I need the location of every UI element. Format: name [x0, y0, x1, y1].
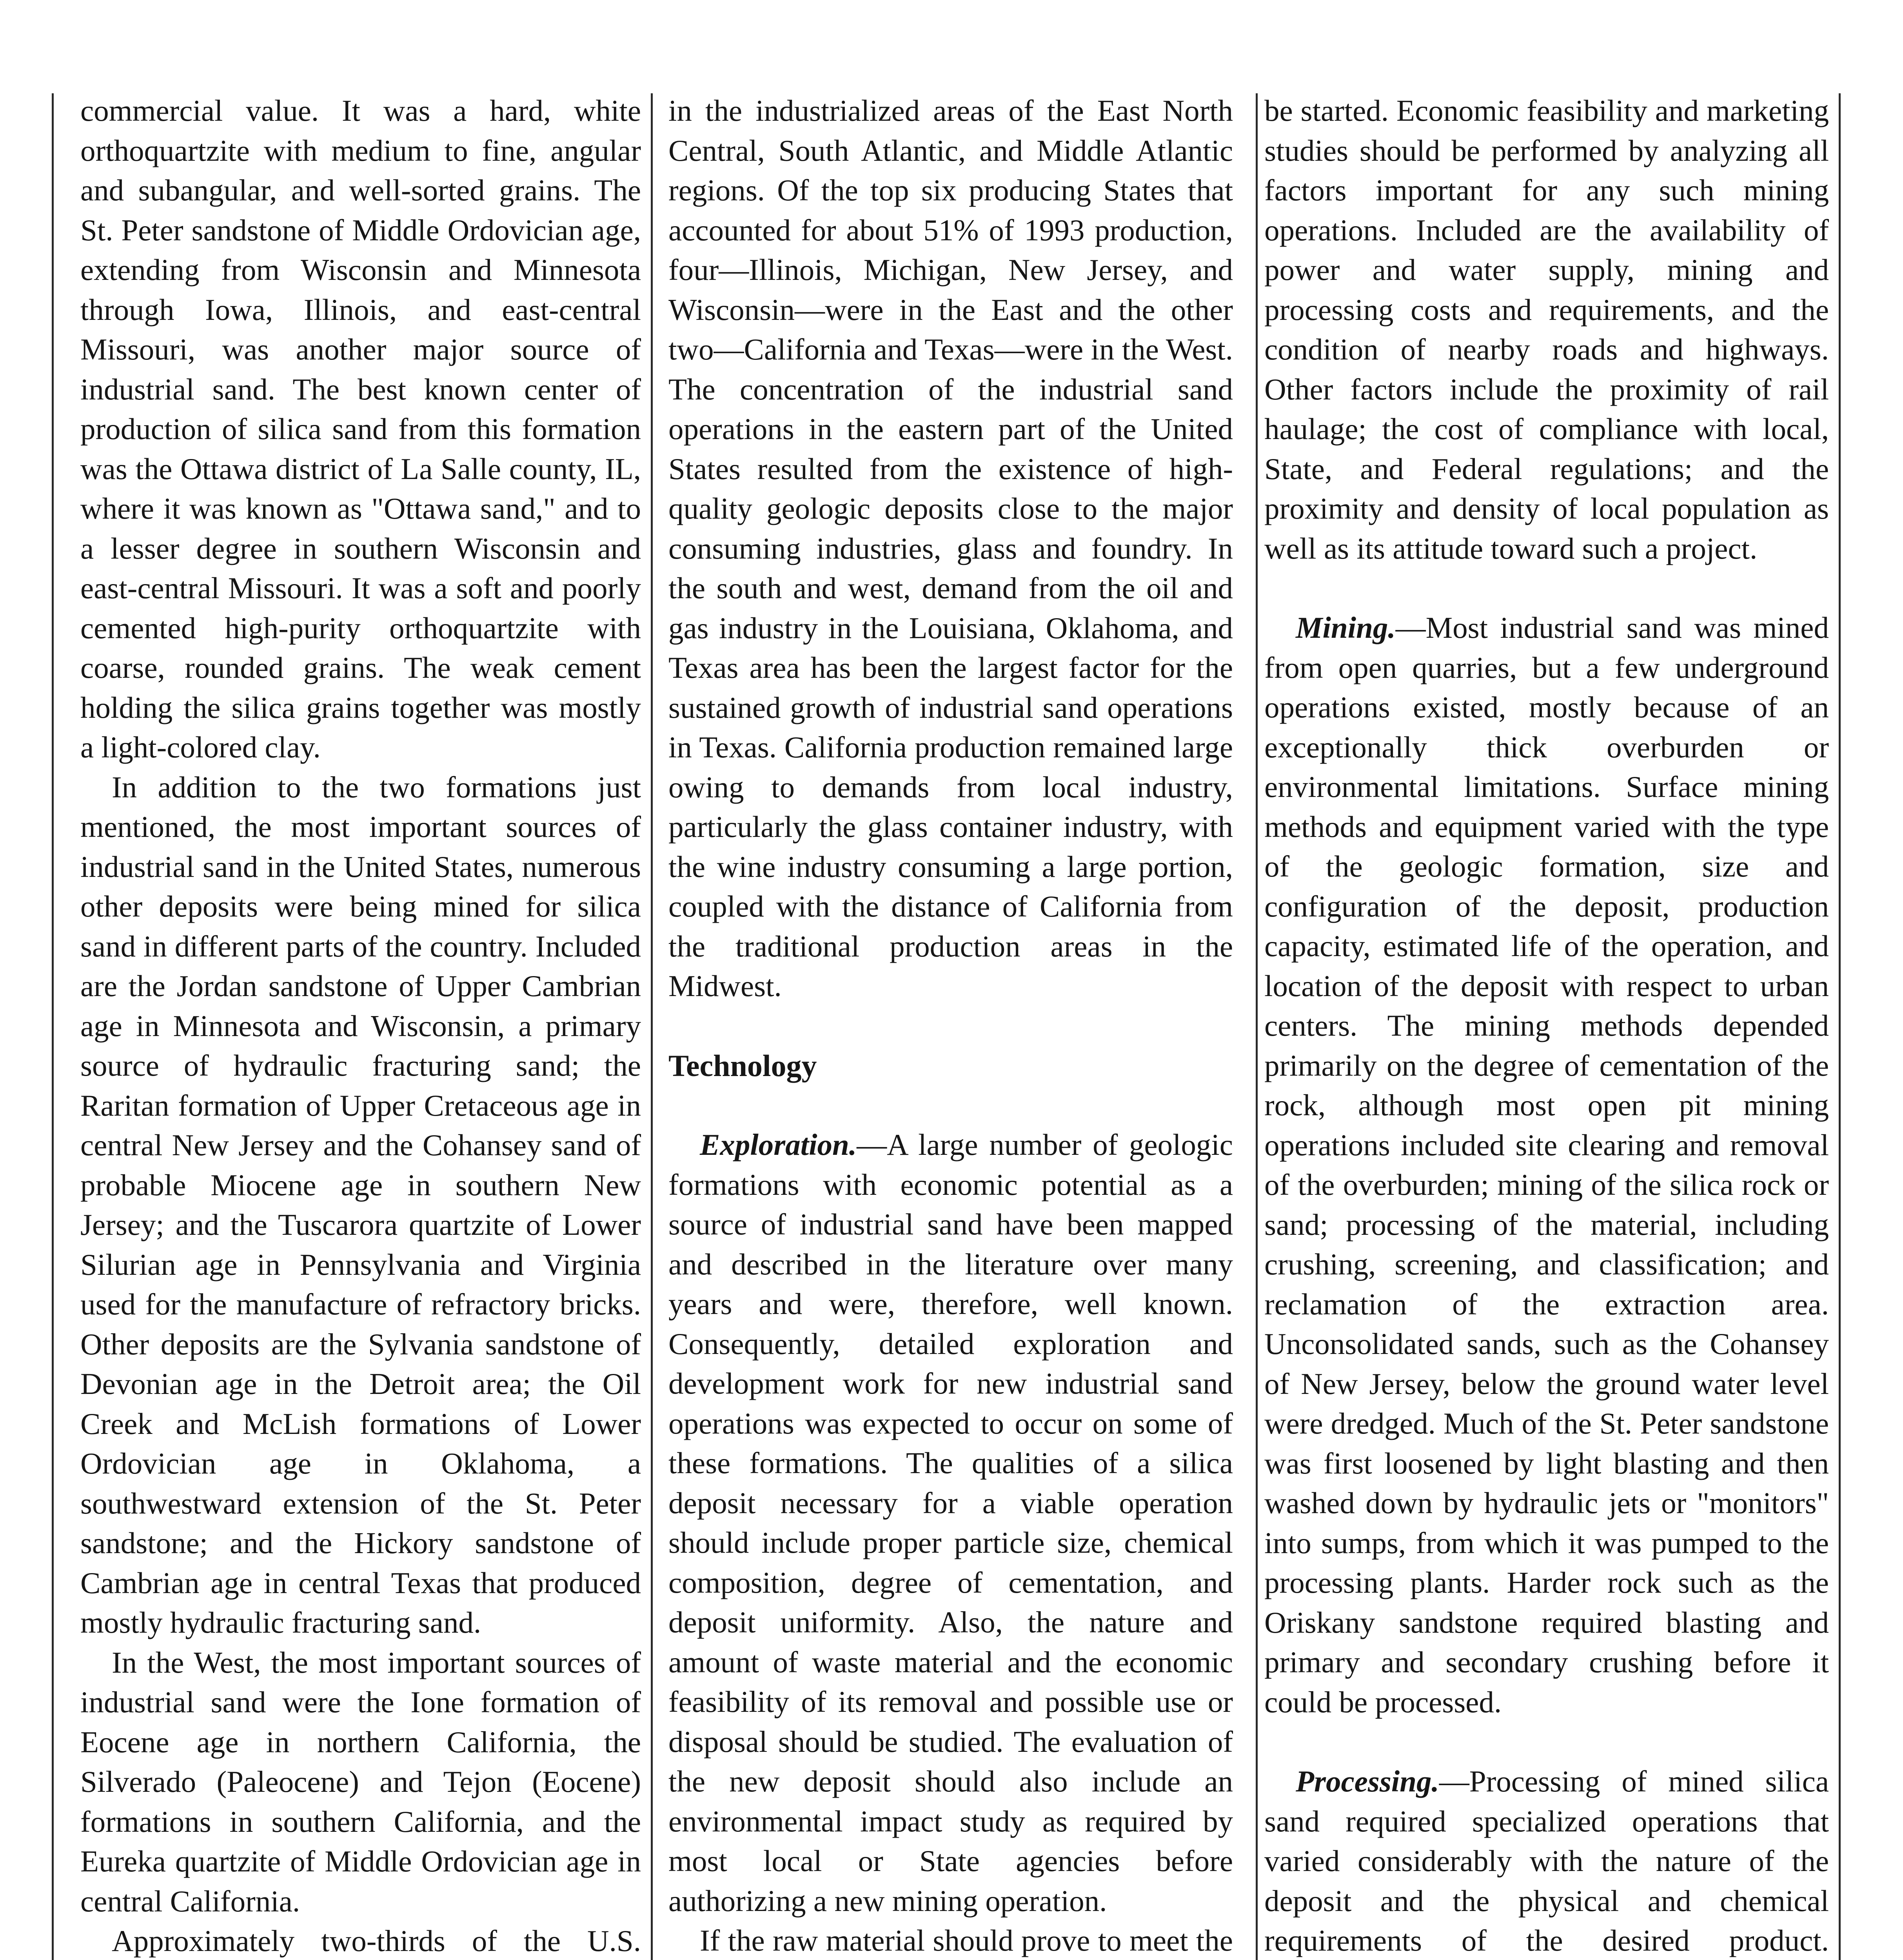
paragraph: be started. Economic feasibility and marketing studies should be performed by analyzing all factors important for any such mining operations. Included are the availability of power and water supply, mining and processing costs and requirements, and the condition of nearby roads and highways. Other factors include the proximity of rail haulage; the cost of compliance with local, State, and Federal regulations; and the proximity and density of local population as well as its attitude toward such a project. — [1264, 94, 1829, 565]
text-column-3 — [1264, 91, 1829, 1960]
text-column-2 — [668, 91, 1233, 1960]
paragraph-text: —A large number of geologic formations with economic potential as a source of industrial sand have been mapped and described in the literature over many years and were, therefore, well known. Consequently, detailed exploration and development work for new industrial sand operations was expected to occur on some of these formations. The qualities of a silica deposit necessary for a viable operation should include proper particle size, chemical composition, degree of cementation, and deposit uniformity. Also, the nature and amount of waste material and the economic feasibility of its removal and possible use or disposal should be studied. The evaluation of the new deposit should also include an environmental impact study as required by most local or State agencies before authorizing a new mining operation. — [668, 1128, 1233, 1918]
section-heading-technology: Technology — [668, 1048, 817, 1083]
paragraph-processing — [1264, 1762, 1829, 1960]
paragraph: In the West, the most important sources of industrial sand were the Ione formation of Eocene age in northern California, the Silverado (Paleocene) and Tejon (Eocene) formations in southern California, and the Eureka quartzite of Middle Ordovician age in central California. — [80, 1645, 641, 1918]
column-rule-left — [52, 93, 54, 1960]
text-column-1 — [80, 91, 641, 1960]
paragraph: If the raw material should prove to meet the — [700, 1924, 1233, 1957]
paragraph-mining — [1264, 608, 1829, 1722]
paragraph: commercial value. It was a hard, white orthoquartzite with medium to fine, angular and subangular, and well-sorted grains. The St. Peter sandstone of Middle Ordovician age, extending from Wisconsin and Minnesota through Iowa, Illinois, and east-central Missouri, was another major source of industrial sand. The best known center of production of silica sand from this formation was the Ottawa district of La Salle county, IL, where it was known as "Ottawa sand," and to a lesser degree in southern Wisconsin and east-central Missouri. It was a soft and poorly cemented high-purity orthoquartzite with coarse, rounded grains. The weak cement holding the silica grains together was mostly a light-colored clay. — [80, 94, 641, 764]
paragraph-exploration — [668, 1125, 1233, 1921]
subheading-exploration: Exploration. — [700, 1128, 857, 1161]
subheading-mining: Mining. — [1296, 611, 1396, 644]
column-rule-center-left — [651, 93, 653, 1960]
paragraph: In addition to the two formations just mentioned, the most important sources of industrial sand in the United States, numerous other deposits were being mined for silica sand in different parts of the country. Included are the Jordan sandstone of Upper Cambrian age in Minnesota and Wisconsin, a primary source of hydraulic fracturing sand; the Raritan formation of Upper Cretaceous age in central New Jersey and the Cohansey sand of probable Miocene age in southern New Jersey; and the Tuscarora quartzite of Lower Silurian age in Pennsylvania and Virginia used for the manufacture of refractory bricks. Other deposits are the Sylvania sandstone of Devonian age in the Detroit area; the Oil Creek and McLish formations of Lower Ordovician age in Oklahoma, a southwestward extension of the St. Peter sandstone; and the Hickory sandstone of Cambrian age in central Texas that produced mostly hydraulic fracturing sand. — [80, 770, 641, 1639]
paragraph-text: —Processing of mined silica sand required specialized operations that varied considerably with the nature of the deposit and the physical and chemical requirements of the desired product. — [1264, 1764, 1829, 1957]
subheading-processing: Processing. — [1296, 1764, 1439, 1798]
paragraph-text: —Most industrial sand was mined from open quarries, but a few underground operations existed, mostly because of an exceptionally thick overburden or environmental limitations. Surface mining methods and equipment varied with the type of the geologic formation, size and configuration of the deposit, production capacity, estimated life of the operation, and location of the deposit with respect to urban centers. The mining methods depended primarily on the degree of cementation of the rock, although most open pit mining operations included site clearing and removal of the overburden; mining of the silica rock or sand; processing of the material, including crushing, screening, and classification; and reclamation of the extraction area. Unconsolidated sands, such as the Cohansey of New Jersey, below the ground water level were dredged. Much of the St. Peter sandstone was first loosened by light blasting and then washed down by hydraulic jets or "monitors" into sumps, from which it was pumped to the processing plants. Harder rock such as the Oriskany sandstone required blasting and primary and secondary crushing before it could be processed. — [1264, 611, 1829, 1719]
paragraph: in the industrialized areas of the East North Central, South Atlantic, and Middle Atlantic regions. Of the top six producing States that accounted for about 51% of 1993 production, four—Illinois, Michigan, New Jersey, and Wisconsin—were in the East and the other two—California and Texas—were in the West. The concentration of the industrial sand operations in the eastern part of the United States resulted from the existence of high-quality geologic deposits close to the major consuming industries, glass and foundry. In the south and west, demand from the oil and gas industry in the Louisiana, Oklahoma, and Texas area has been the largest factor for the sustained growth of industrial sand operations in Texas. California production remained large owing to demands from local industry, particularly the glass container industry, with the wine industry consuming a large portion, coupled with the distance of California from the traditional production areas in the Midwest. — [668, 94, 1233, 1003]
paragraph: Approximately two-thirds of the U.S. — [112, 1924, 641, 1958]
column-rule-right — [1839, 93, 1841, 1960]
column-rule-center-right — [1256, 93, 1258, 1960]
